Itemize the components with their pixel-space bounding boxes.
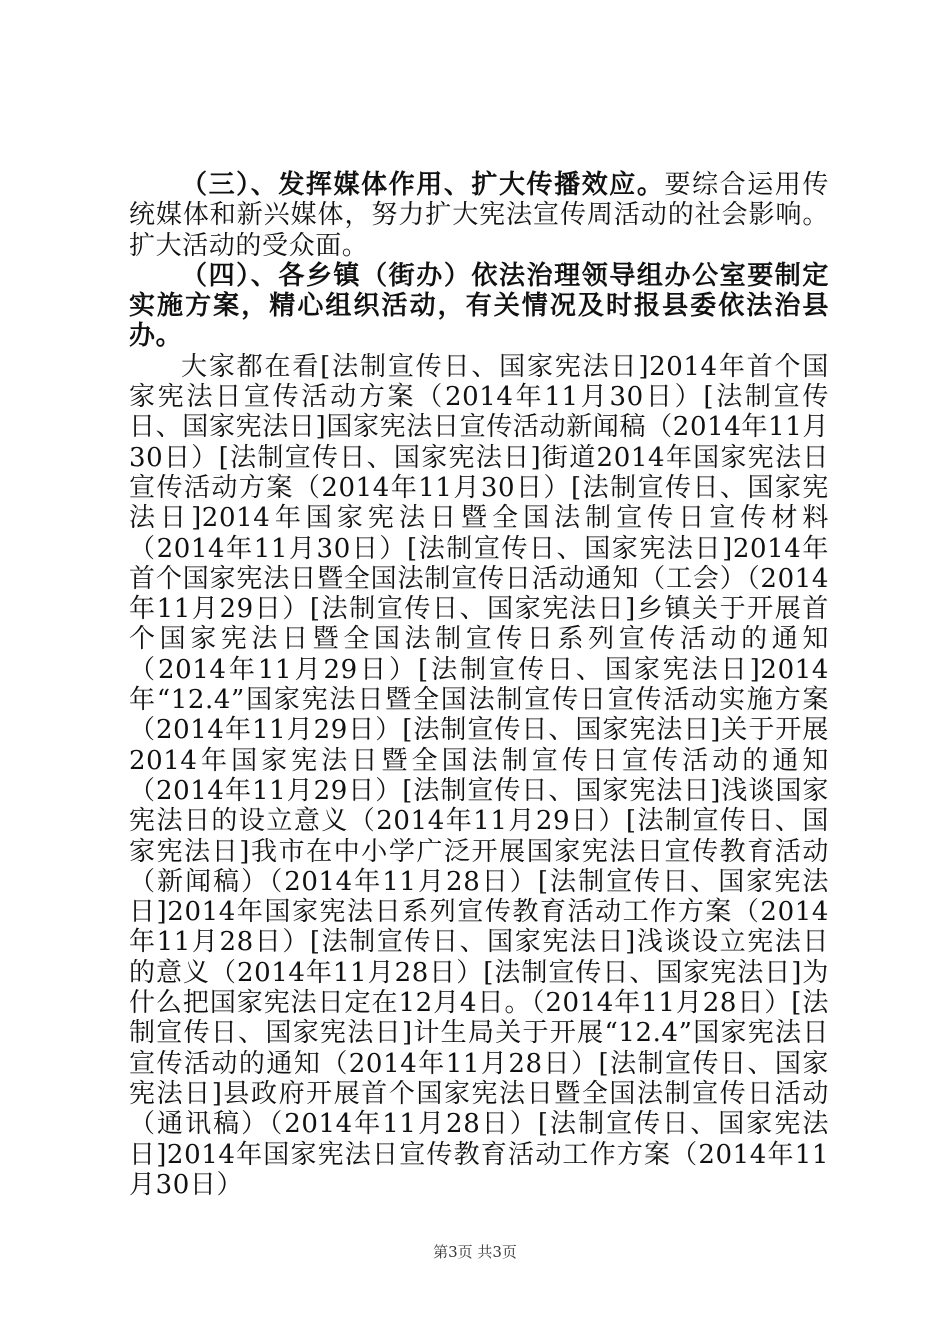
paragraph-media	[129, 170, 829, 261]
page-footer: 第3页 共3页	[433, 1243, 517, 1261]
paragraph-media-text: 要综合运用传统媒体和新兴媒体，努力扩大宪法宣传周活动的社会影响。扩大活动的受众面。	[129, 170, 829, 261]
paragraph-related-articles: 大家都在看[法制宣传日、国家宪法日]2014年首个国家宪法日宣传活动方案（2014年11月30日）[法制宣传日、国家宪法日]国家宪法日宣传活动新闻稿（2014年11月30日）[法制宣传日、国家宪法日]街道2014年国家宪法日宣传活动方案（2014年11月30日）[法制宣传日、国家宪法日]2014年国家宪法日暨全国法制宣传日宣传材料（2014年11月30日）[法制宣传日、国家宪法日]2014年首个国家宪法日暨全国法制宣传日活动通知（工会）（2014年11月29日）[法制宣传日、国家宪法日]乡镇关于开展首个国家宪法日暨全国法制宣传日系列宣传活动的通知（2014年11月29日）[法制宣传日、国家宪法日]2014年“12.4”国家宪法日暨全国法制宣传日宣传活动实施方案（2014年11月29日）[法制宣传日、国家宪法日]关于开展2014年国家宪法日暨全国法制宣传日宣传活动的通知（2014年11月29日）[法制宣传日、国家宪法日]浅谈国家宪法日的设立意义（2014年11月29日）[法制宣传日、国家宪法日]我市在中小学广泛开展国家宪法日宣传教育活动（新闻稿）（2014年11月28日）[法制宣传日、国家宪法日]2014年国家宪法日系列宣传教育活动工作方案（2014年11月28日）[法制宣传日、国家宪法日]浅谈设立宪法日的意义（2014年11月28日）[法制宣传日、国家宪法日]为什么把国家宪法日定在12月4日。（2014年11月28日）[法制宣传日、国家宪法日]计生局关于开展“12.4”国家宪法日宣传活动的通知（2014年11月28日）[法制宣传日、国家宪法日]县政府开展首个国家宪法日暨全国法制宣传日活动（通讯稿）（2014年11月28日）[法制宣传日、国家宪法日]2014年国家宪法日宣传教育活动工作方案（2014年11月30日）	[129, 351, 829, 1200]
paragraph-media-heading: （三）、发挥媒体作用、扩大传播效应。	[181, 170, 665, 200]
paragraph-township-plan: （四）、各乡镇（街办）依法治理领导组办公室要制定实施方案，精心组织活动，有关情况及时报县委依法治县办。	[129, 260, 829, 352]
document-body	[129, 170, 829, 1200]
